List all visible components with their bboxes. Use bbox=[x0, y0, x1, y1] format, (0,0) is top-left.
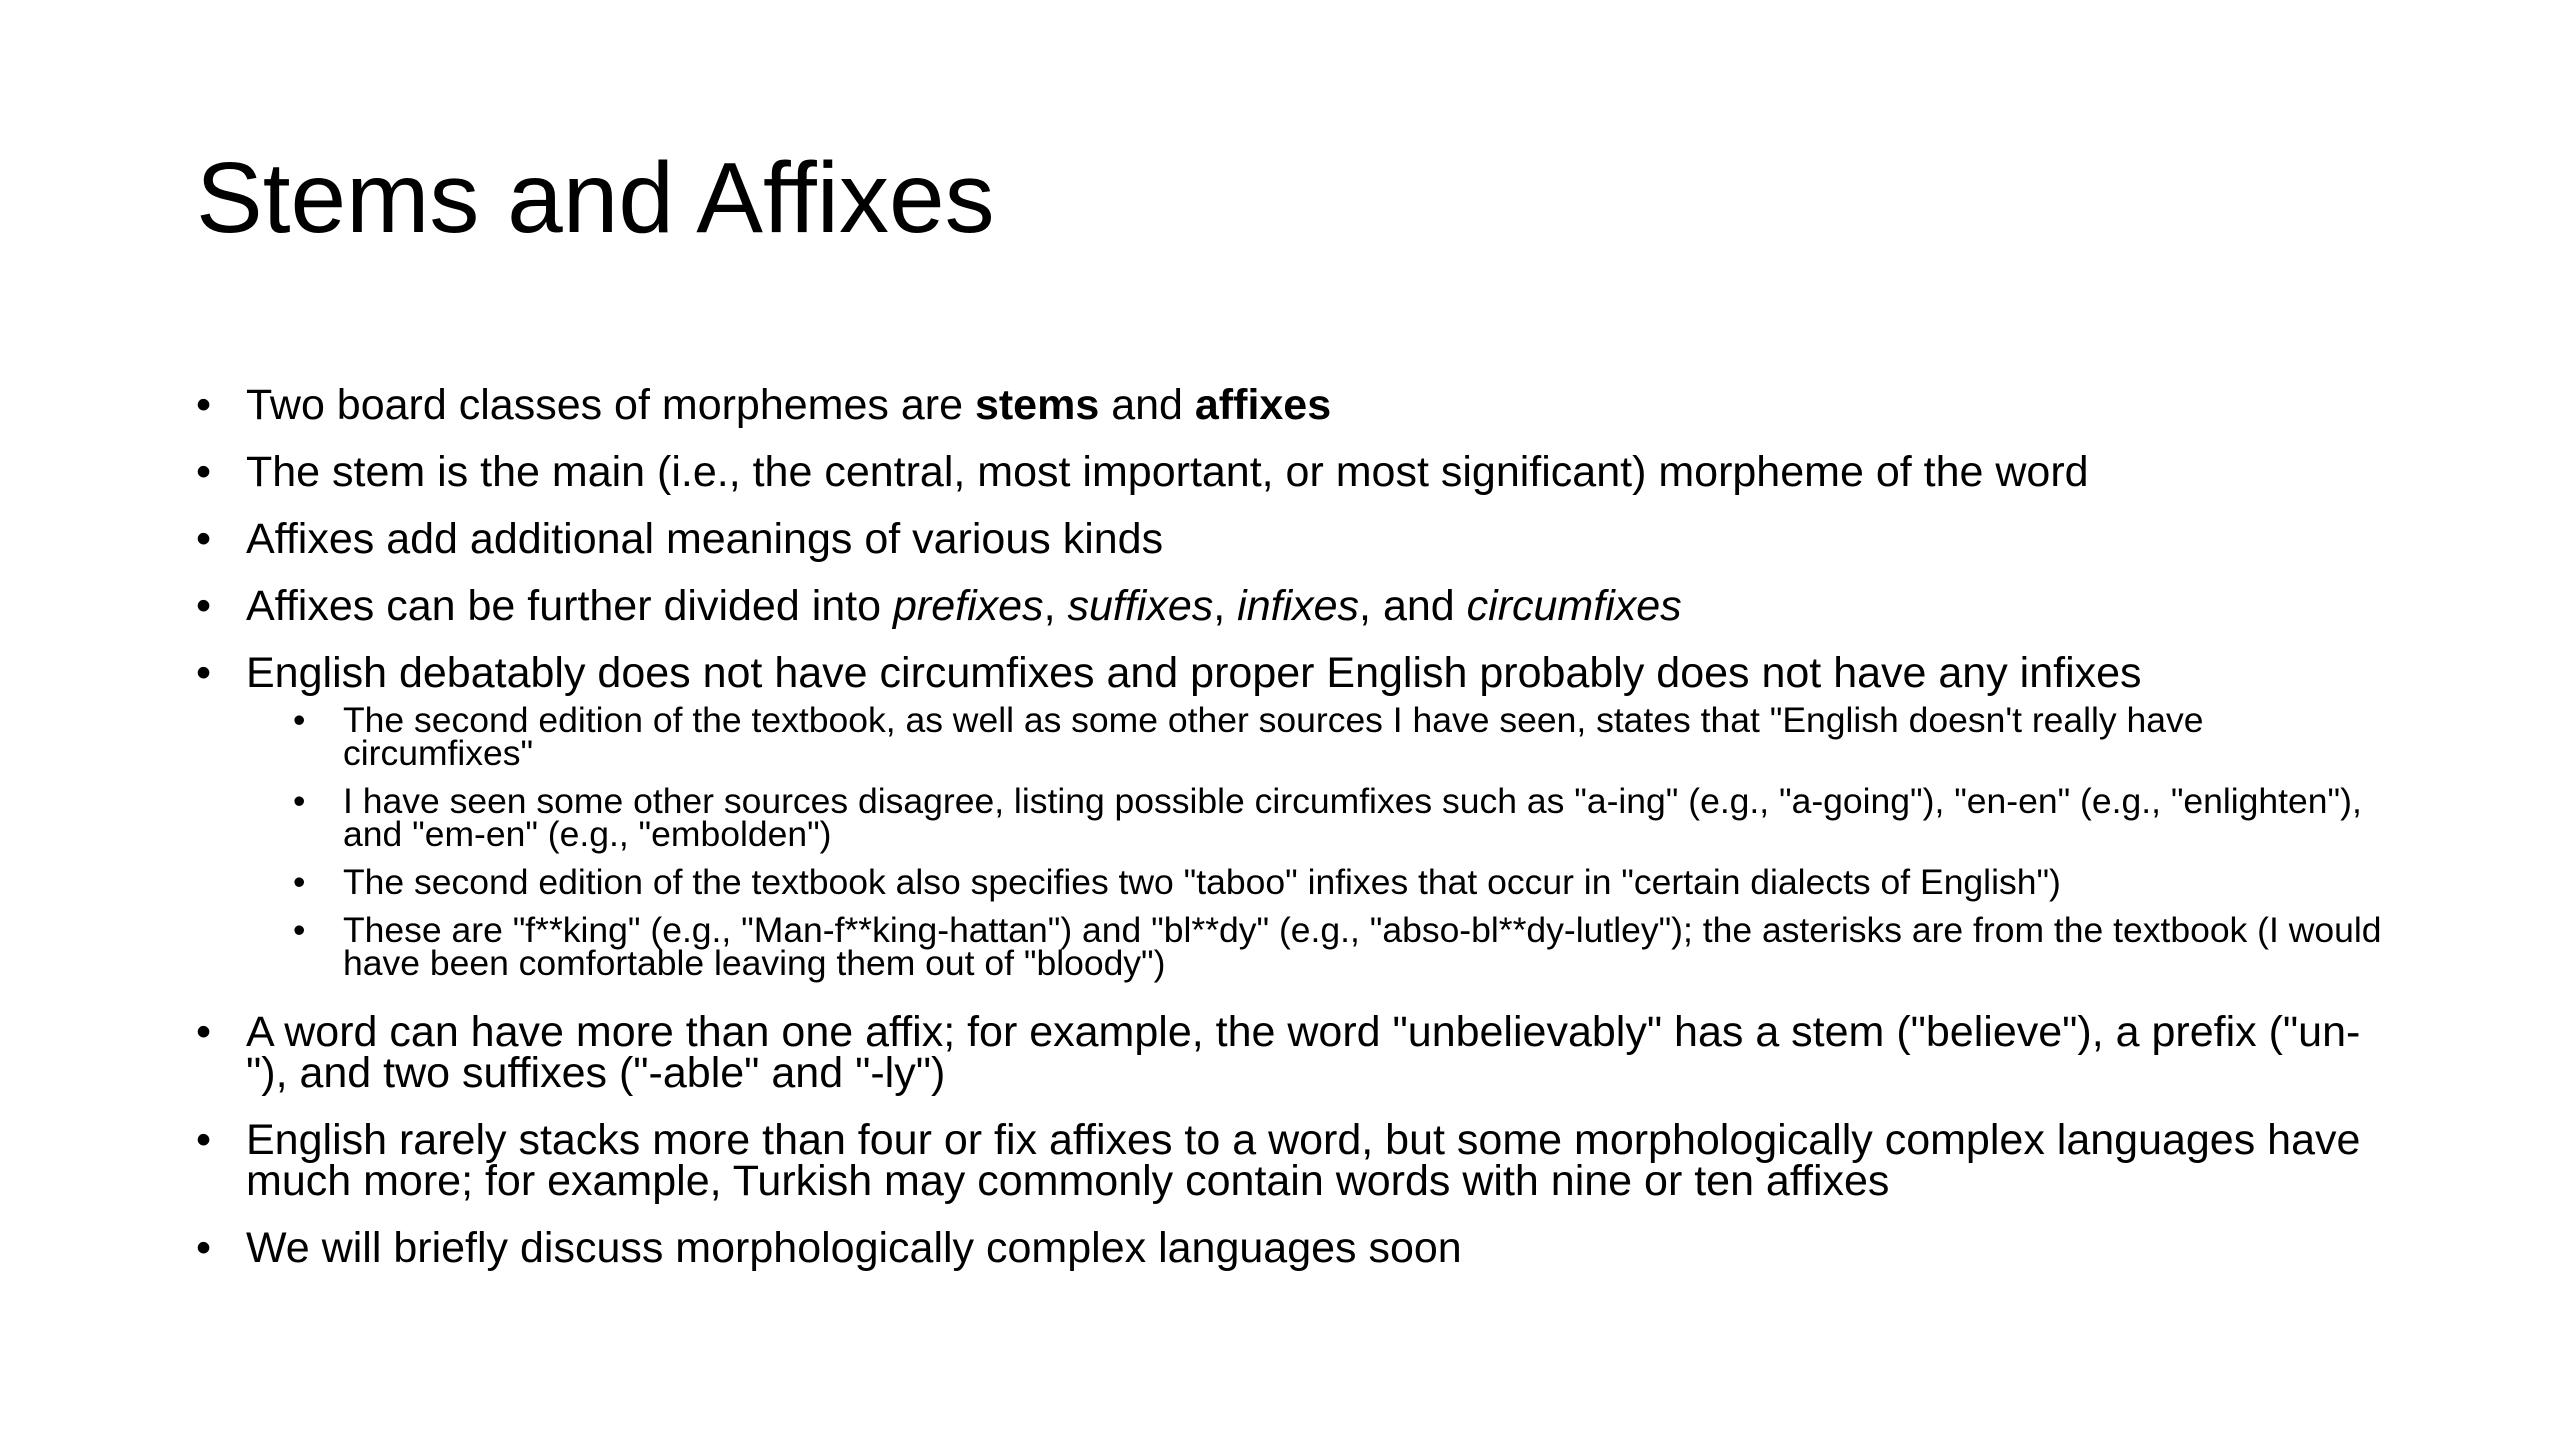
sub-bullet-text: These are "f**king" (e.g., "Man-f**king-hattan") and "bl**dy" (e.g., "abso-bl**dy-lutley"); the asterisks are from the textbook (I would have been comfortable leaving them out of "bloody") bbox=[343, 910, 2382, 983]
text-run: We will briefly discuss morphologically complex languages soon bbox=[246, 1224, 1462, 1272]
bullet-item bbox=[196, 381, 2396, 429]
bold-term: stems bbox=[974, 381, 1100, 429]
bullet-dot: • bbox=[196, 649, 212, 697]
text-run: Affixes add additional meanings of various kinds bbox=[246, 515, 1164, 563]
slide-body bbox=[196, 381, 2396, 1295]
bullet-dot: • bbox=[196, 515, 212, 563]
text-run: Affixes can be further divided into bbox=[246, 582, 893, 630]
sub-bullet-dot: • bbox=[293, 862, 306, 902]
text-run: The stem is the main (i.e., the central, most important, or most significant) morpheme of the word bbox=[246, 448, 2089, 496]
text-run: and bbox=[1099, 381, 1195, 429]
italic-term: infixes bbox=[1237, 582, 1360, 630]
text-run: English rarely stacks more than four or fix affixes to a word, but some morphologically complex languages have much more; for example, Turkish may commonly contain words with nine or ten affixes bbox=[246, 1116, 2361, 1205]
bullet-text bbox=[246, 649, 2142, 697]
bold-term: affixes bbox=[1194, 381, 1332, 429]
sub-bullet-text: I have seen some other sources disagree, listing possible circumfixes such as "a-ing" (e.g., "a-going"), "en-en" (e.g., "enlighten"), and "em-en" (e.g., "embolden") bbox=[343, 781, 2362, 854]
bullet-text bbox=[246, 582, 1682, 630]
bullet-dot: • bbox=[196, 582, 212, 630]
bullet-item bbox=[196, 1224, 2396, 1272]
bullet-item bbox=[196, 1116, 2396, 1205]
bullet-item bbox=[196, 1008, 2396, 1097]
italic-term: circumfixes bbox=[1466, 582, 1682, 630]
text-run: , bbox=[1043, 582, 1068, 630]
sub-bullet-item bbox=[196, 700, 2396, 773]
sub-bullet-dot: • bbox=[293, 700, 306, 740]
sub-bullet-item bbox=[196, 862, 2396, 902]
text-run: , bbox=[1213, 582, 1238, 630]
bullet-dot: • bbox=[196, 381, 212, 429]
text-run: A word can have more than one affix; for example, the word "unbelievably" has a stem ("believe"), a prefix ("un-"), and two suffixes ("-able" and "-ly") bbox=[246, 1008, 2361, 1097]
sub-bullet-item bbox=[196, 910, 2396, 983]
italic-term: suffixes bbox=[1067, 582, 1214, 630]
sub-bullet-text: The second edition of the textbook also specifies two "taboo" infixes that occur in "certain dialects of English") bbox=[343, 862, 2061, 902]
text-run: Two board classes of morphemes are bbox=[246, 381, 975, 429]
bullet-dot: • bbox=[196, 1116, 212, 1164]
text-run: , and bbox=[1359, 582, 1467, 630]
italic-term: prefixes bbox=[892, 582, 1044, 630]
bullet-dot: • bbox=[196, 1224, 212, 1272]
sub-bullet-dot: • bbox=[293, 910, 306, 950]
bullet-text bbox=[246, 515, 1163, 563]
bullet-text bbox=[246, 1008, 2360, 1097]
text-run: English debatably does not have circumfixes and proper English probably does not have any infixes bbox=[246, 649, 2142, 697]
bullet-text bbox=[246, 381, 1331, 429]
slide-title: Stems and Affixes bbox=[196, 142, 995, 254]
bullet-text bbox=[246, 1116, 2360, 1205]
bullet-text bbox=[246, 1224, 1462, 1272]
bullet-dot: • bbox=[196, 448, 212, 496]
sub-bullet-dot: • bbox=[293, 781, 306, 821]
sub-bullet-list bbox=[196, 700, 2396, 983]
sub-bullet-text: The second edition of the textbook, as well as some other sources I have seen, states that "English doesn't really have circumfixes" bbox=[343, 700, 2204, 773]
bullet-dot: • bbox=[196, 1008, 212, 1056]
bullet-item bbox=[196, 649, 2396, 697]
bullet-item bbox=[196, 515, 2396, 563]
bullet-item bbox=[196, 448, 2396, 496]
bullet-item bbox=[196, 582, 2396, 630]
sub-bullet-item bbox=[196, 781, 2396, 854]
bullet-text bbox=[246, 448, 2089, 496]
